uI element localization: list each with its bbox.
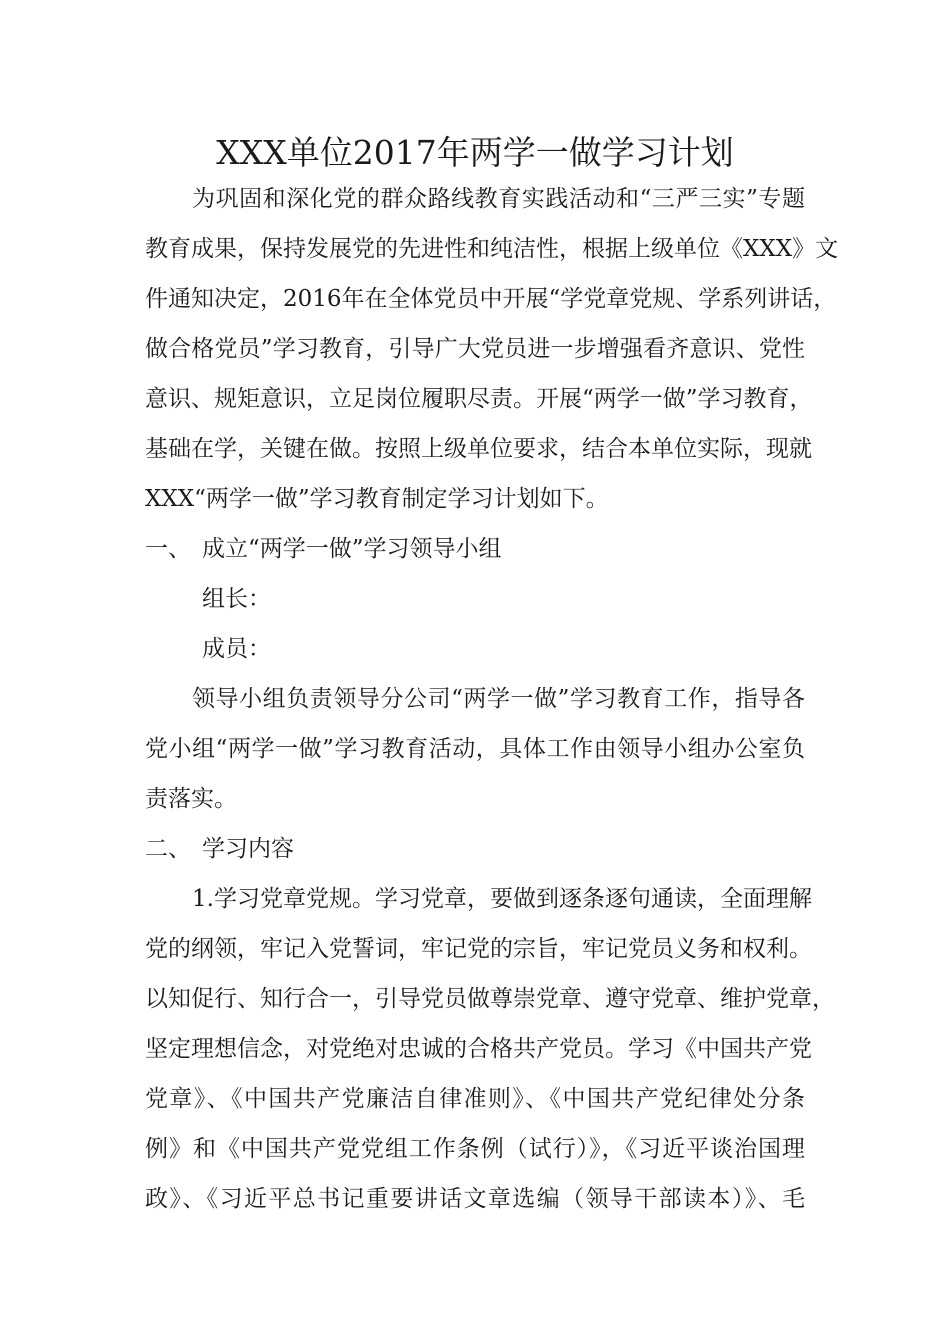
intro-line: 意识、规矩意识，立足岗位履职尽责。开展“两学一做”学习教育， (145, 386, 813, 412)
member-label: 成员： (202, 636, 271, 662)
body-line: 例》和《中国共产党党组工作条例（试行）》，《习近平谈治国理 (145, 1136, 805, 1162)
section-number: 二、 (145, 836, 191, 862)
intro-line: 做合格党员”学习教育，引导广大党员进一步增强看齐意识、党性 (145, 336, 805, 362)
body-line: 领导小组负责领导分公司“两学一做”学习教育工作，指导各 (192, 686, 805, 712)
body-line: 以知促行、知行合一，引导党员做尊崇党章、遵守党章、维护党章， (145, 986, 835, 1012)
body-line: 坚定理想信念，对党绝对忠诚的合格共产党员。学习《中国共产党 (145, 1036, 812, 1062)
section-heading: 学习内容 (202, 836, 294, 862)
body-line: 党章》、《中国共产党廉洁自律准则》、《中国共产党纪律处分条 (145, 1086, 805, 1112)
intro-line: 为巩固和深化党的群众路线教育实践活动和“三严三实”专题 (192, 186, 805, 212)
intro-line: 件通知决定，2016年在全体党员中开展“学党章党规、学系列讲话， (145, 286, 837, 312)
body-line: 政》、《习近平总书记重要讲话文章选编（领导干部读本）》、毛 (145, 1186, 805, 1212)
body-line: 党的纲领，牢记入党誓词，牢记党的宗旨，牢记党员义务和权利。 (145, 936, 812, 962)
section-number: 一、 (145, 536, 191, 562)
leader-label: 组长： (202, 586, 271, 612)
body-line: 责落实。 (145, 786, 237, 812)
body-line: 党小组“两学一做”学习教育活动，具体工作由领导小组办公室负 (145, 736, 805, 762)
document-title: XXX单位2017年两学一做学习计划 (216, 133, 734, 172)
intro-line: XXX“两学一做”学习教育制定学习计划如下。 (145, 486, 609, 512)
body-line: 1.学习党章党规。学习党章，要做到逐条逐句通读，全面理解 (192, 886, 812, 912)
section-heading: 成立“两学一做”学习领导小组 (202, 536, 502, 562)
intro-line: 教育成果，保持发展党的先进性和纯洁性，根据上级单位《XXX》文 (145, 236, 839, 262)
intro-line: 基础在学，关键在做。按照上级单位要求，结合本单位实际，现就 (145, 436, 812, 462)
